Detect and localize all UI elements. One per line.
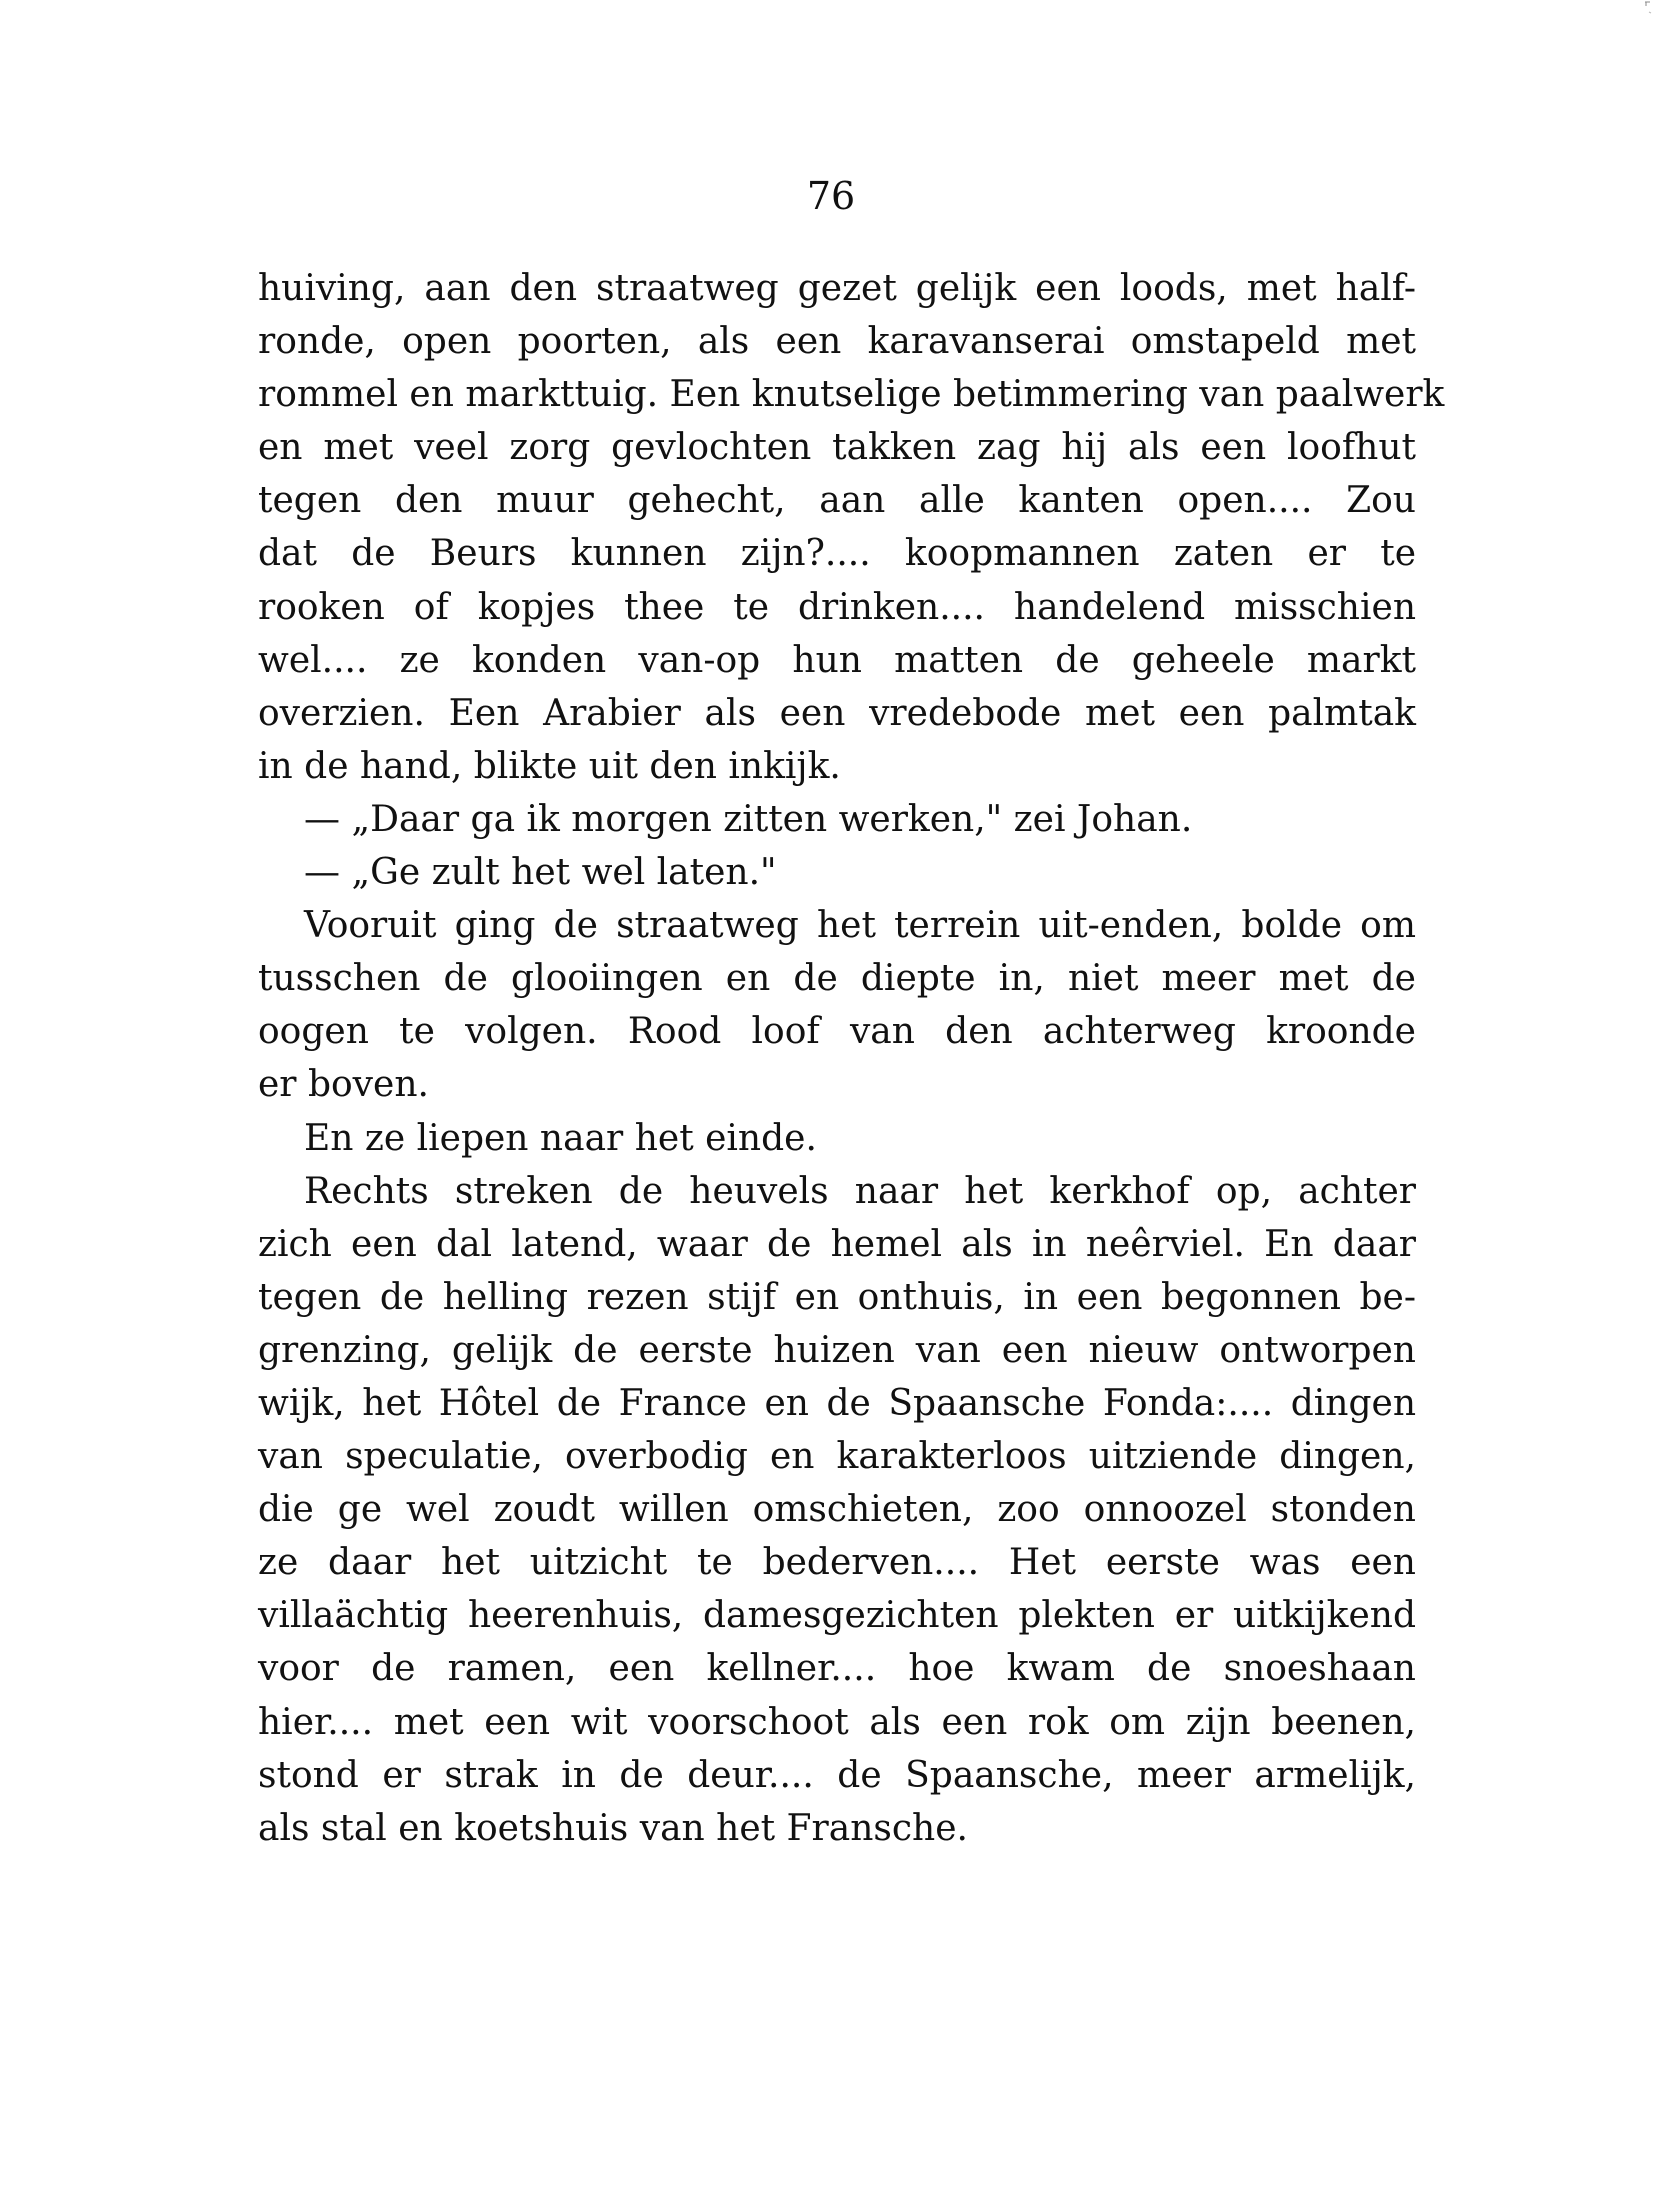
- text-line: rommel en markttuig. Een knutselige betimmering van paalwerk: [258, 374, 1445, 416]
- text-line: als stal en koetshuis van het Fransche.: [258, 1807, 968, 1849]
- text-line: hier.... met een wit voorschoot als een rok om zijn beenen,: [258, 1701, 1416, 1743]
- text-line: er boven.: [258, 1064, 429, 1106]
- text-line: van speculatie, overbodig en karakterloos uitziende dingen,: [258, 1436, 1416, 1478]
- text-line: villaächtig heerenhuis, damesgezichten plekten er uitkijkend: [258, 1595, 1416, 1637]
- text-line: rooken of kopjes thee te drinken.... handelend misschien: [258, 586, 1416, 628]
- text-line: ze daar het uitzicht te bederven.... Het eerste was een: [258, 1542, 1416, 1584]
- dialogue-line: — „Daar ga ik morgen zitten werken," zei Johan.: [304, 798, 1193, 840]
- text-line: ronde, open poorten, als een karavanserai omstapeld met: [258, 321, 1416, 363]
- scan-artifact-mark: [1644, 0, 1652, 16]
- text-line: zich een dal latend, waar de hemel als in neêrviel. En daar: [258, 1223, 1416, 1265]
- text-line: overzien. Een Arabier als een vredebode met een palmtak: [258, 692, 1416, 734]
- text-line: wijk, het Hôtel de France en de Spaansche Fonda:.... dingen: [258, 1382, 1416, 1424]
- text-line: tegen den muur gehecht, aan alle kanten open.... Zou: [258, 480, 1416, 522]
- text-line: wel.... ze konden van-op hun matten de geheele markt: [258, 639, 1416, 681]
- body-text: [258, 262, 1445, 1855]
- text-line: dat de Beurs kunnen zijn?.... koopmannen zaten er te: [258, 533, 1416, 575]
- text-line: tusschen de glooiingen en de diepte in, niet meer met de: [258, 958, 1416, 1000]
- text-line: Rechts streken de heuvels naar het kerkhof op, achter: [304, 1170, 1416, 1212]
- text-line: en met veel zorg gevlochten takken zag hij als een loofhut: [258, 427, 1416, 469]
- page-number: 76: [806, 174, 856, 218]
- text-line: En ze liepen naar het einde.: [304, 1117, 817, 1159]
- dialogue-line: — „Ge zult het wel laten.": [304, 852, 777, 894]
- text-line: oogen te volgen. Rood loof van den achterweg kroonde: [258, 1011, 1416, 1053]
- text-line: voor de ramen, een kellner.... hoe kwam de snoeshaan: [258, 1648, 1416, 1690]
- text-line: die ge wel zoudt willen omschieten, zoo onnoozel stonden: [258, 1489, 1416, 1531]
- text-line: stond er strak in de deur.... de Spaansche, meer armelijk,: [258, 1754, 1416, 1796]
- text-line: grenzing, gelijk de eerste huizen van een nieuw ontworpen: [258, 1329, 1416, 1371]
- text-line: in de hand, blikte uit den inkijk.: [258, 745, 841, 787]
- text-line: tegen de helling rezen stijf en onthuis, in een begonnen be-: [258, 1276, 1416, 1318]
- text-line: huiving, aan den straatweg gezet gelijk een loods, met half-: [258, 268, 1416, 309]
- text-line: Vooruit ging de straatweg het terrein uit-enden, bolde om: [304, 905, 1416, 947]
